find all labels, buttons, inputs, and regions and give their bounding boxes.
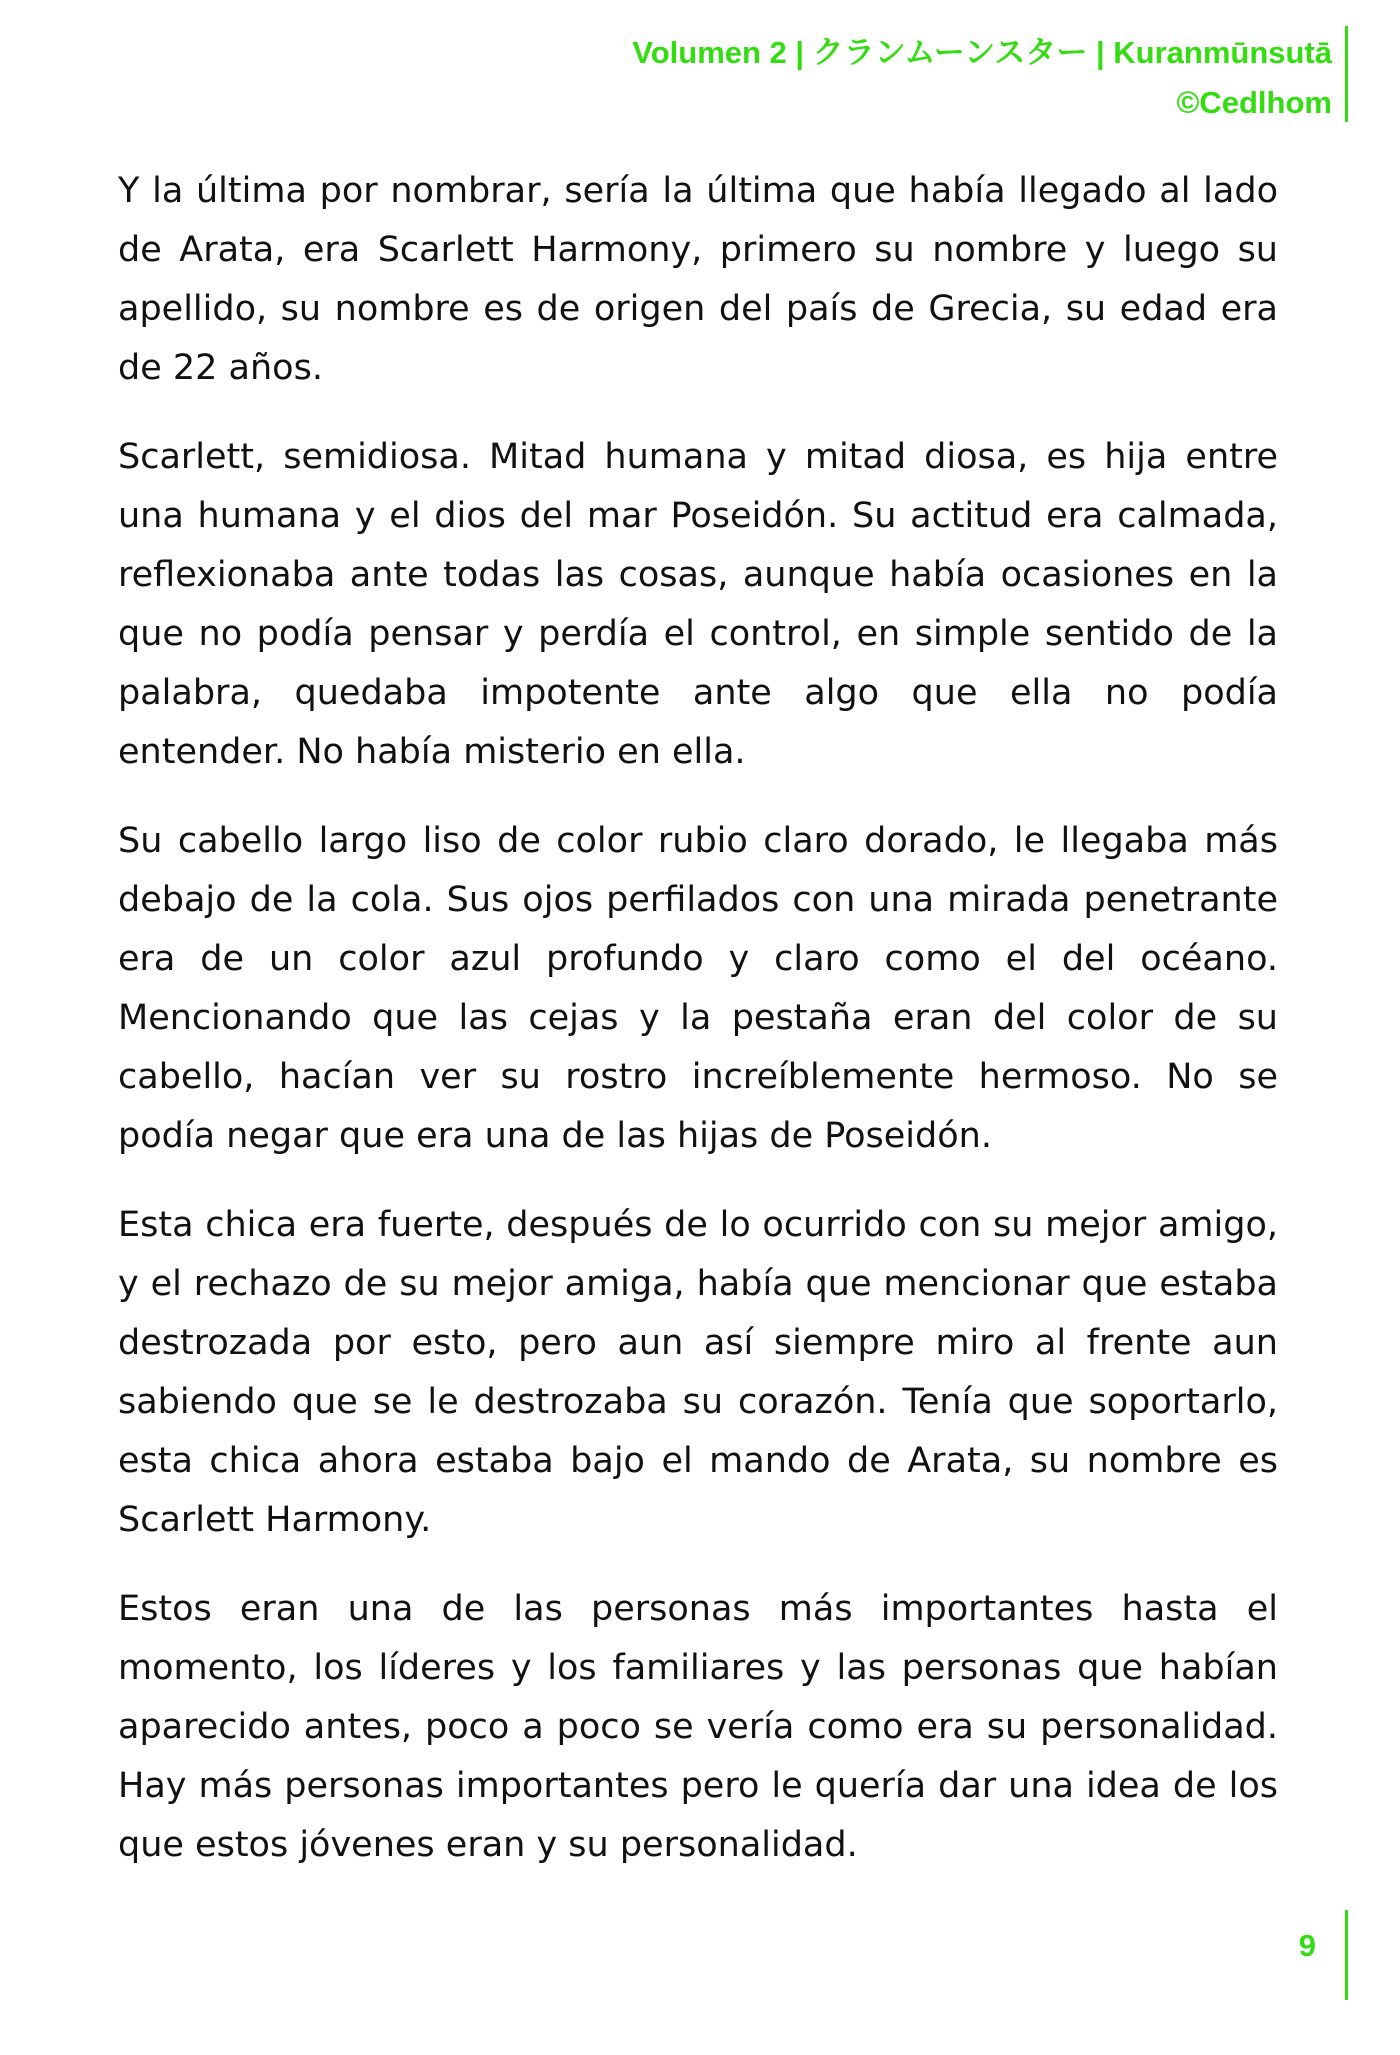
header-title: Volumen 2 | クランムーンスター | Kuranmūnsutā (632, 35, 1332, 70)
paragraph: Esta chica era fuerte, después de lo ocurrido con su mejor amigo, y el rechazo de su mejor amiga, había que mencionar que estaba destrozada por esto, pero aun así siempre miro al frente aun sabiendo que se le destrozaba su corazón. Tenía que soportarlo, esta chica ahora estaba bajo el mando de Arata, su nombre es Scarlett Harmony. (118, 1205, 1278, 1540)
paragraph: Scarlett, semidiosa. Mitad humana y mitad diosa, es hija entre una humana y el dios del mar Poseidón. Su actitud era calmada, reflexionaba ante todas las cosas, aunque había ocasiones en la que no podía pensar y perdía el control, en simple sentido de la palabra, quedaba impotente ante algo que ella no podía entender. No había misterio en ella. (118, 437, 1278, 772)
paragraph: Estos eran una de las personas más importantes hasta el momento, los líderes y los familiares y las personas que habían aparecido antes, poco a poco se vería como era su personalidad. Hay más personas importantes pero le quería dar una idea de los que estos jóvenes eran y su personalidad. (118, 1589, 1278, 1865)
footer-divider (1345, 1910, 1348, 2000)
page-number: 9 (1298, 1928, 1316, 1963)
paragraph: Su cabello largo liso de color rubio claro dorado, le llegaba más debajo de la cola. Sus ojos perfilados con una mirada penetrante era de un color azul profundo y claro como el del océano. Mencionando que las cejas y la pestaña eran del color de su cabello, hacían ver su rostro increíblemente hermoso. No se podía negar que era una de las hijas de Poseidón. (118, 821, 1278, 1156)
page-body (118, 162, 1278, 1905)
header-author: ©Cedlhom (1176, 85, 1332, 120)
paragraph: Y la última por nombrar, sería la última que había llegado al lado de Arata, era Scarlett Harmony, primero su nombre y luego su apellido, su nombre es de origen del país de Grecia, su edad era de 22 años. (118, 171, 1278, 388)
page-header (632, 28, 1332, 128)
header-divider (1345, 26, 1348, 122)
